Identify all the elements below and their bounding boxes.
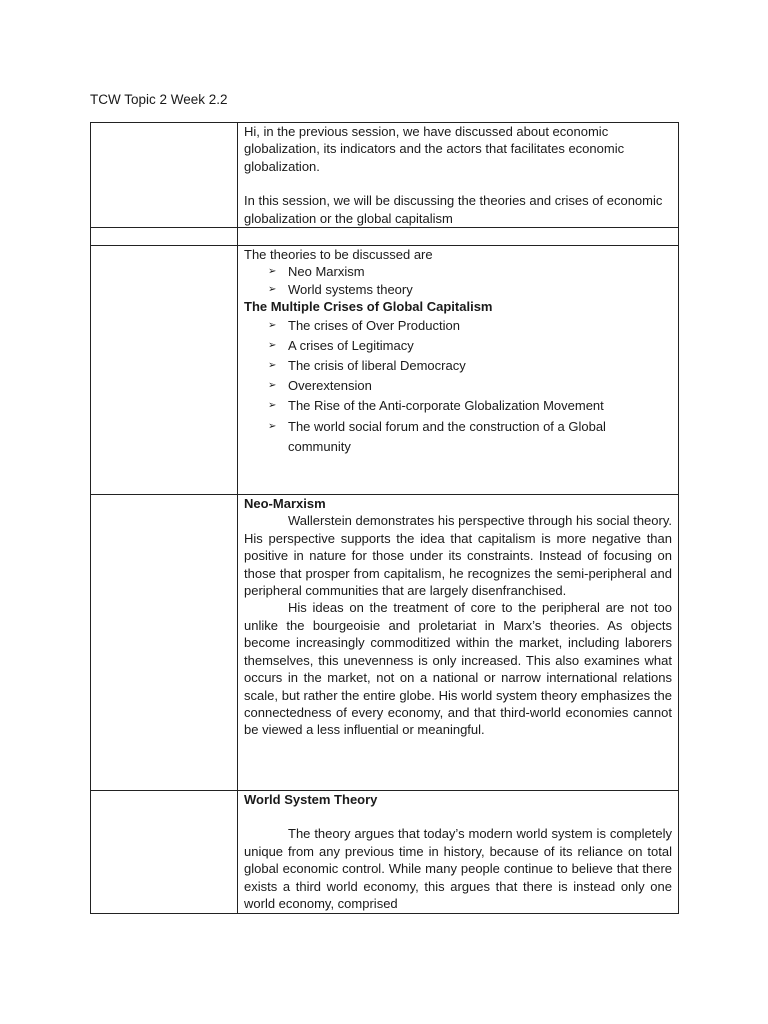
- document-title: TCW Topic 2 Week 2.2: [90, 92, 228, 107]
- list-item: ➢ Overextension: [268, 376, 672, 396]
- world-system-cell: [238, 791, 679, 914]
- list-item: ➢ World systems theory: [268, 281, 413, 297]
- neo-marxism-heading: Neo-Marxism: [244, 496, 326, 512]
- neo-marxism-paragraph-2: His ideas on the treatment of core to the peripheral are not too unlike the bourgeoisie and proletariat in Marx’s theories. As objects become increasingly commoditized within the market, including laborers themselves, this unevenness is only increased. This also examines what occurs in the market, not on a national or narrow international relations scale, but rather the entire globe. His world system theory emphasizes the connectedness of every economy, and that third-world economies cannot be viewed a less influential or meaningful.: [244, 600, 672, 738]
- neo-marxism-paragraph-1: Wallerstein demonstrates his perspective through his social theory. His perspective supports the idea that capitalism is more negative than positive in nature for those under its constraints. Instead of focusing on those that prosper from capitalism, he recognizes the semi-peripheral and peripheral communities that are largely disenfranchised.: [244, 513, 672, 599]
- arrowhead-bullet-icon: ➢: [268, 266, 277, 278]
- table-row: [91, 791, 679, 914]
- table-row: [91, 123, 679, 228]
- left-cell: [91, 246, 238, 495]
- arrowhead-bullet-icon: ➢: [268, 283, 277, 295]
- intro-paragraph-1: Hi, in the previous session, we have discussed about economic globalization, its indicators and the actors that facilitates economic globalization.: [244, 124, 625, 174]
- arrowhead-bullet-icon: ➢: [268, 380, 277, 392]
- list-item: ➢ The world social forum and the construction of a Global community: [268, 418, 606, 454]
- left-cell: [91, 495, 238, 791]
- arrowhead-bullet-icon: ➢: [268, 420, 277, 432]
- world-system-heading: World System Theory: [244, 792, 378, 808]
- arrowhead-bullet-icon: ➢: [268, 319, 277, 331]
- list-item: ➢ Neo Marxism: [268, 264, 365, 280]
- intro-paragraph-2: In this session, we will be discussing the theories and crises of economic globalization or the global capitalism: [244, 193, 663, 226]
- world-system-paragraph-1: The theory argues that today’s modern world system is completely unique from any previous time in history, because of its reliance on total global economic control. While many people continue to believe that there exists a third world economy, this argues that there is instead only one world economy, comprised: [244, 826, 672, 912]
- crises-heading: The Multiple Crises of Global Capitalism: [244, 299, 493, 315]
- arrowhead-bullet-icon: ➢: [268, 339, 277, 351]
- theories-heading: The theories to be discussed are: [244, 247, 433, 263]
- arrowhead-bullet-icon: ➢: [268, 360, 277, 372]
- left-cell: [91, 228, 238, 246]
- table-row: [91, 246, 679, 495]
- table-row: [91, 495, 679, 791]
- list-item: ➢ A crises of Legitimacy: [268, 336, 672, 356]
- list-item: ➢ The crisis of liberal Democracy: [268, 356, 672, 376]
- neo-marxism-cell: [238, 495, 679, 791]
- crises-list: [244, 316, 672, 457]
- left-cell: [91, 123, 238, 228]
- list-item: ➢ The Rise of the Anti-corporate Globalization Movement: [268, 396, 672, 416]
- list-item: ➢ The crises of Over Production: [268, 316, 672, 336]
- table-row: [91, 228, 679, 246]
- empty-cell: [238, 228, 679, 246]
- content-table: [90, 122, 679, 914]
- intro-cell: [238, 123, 679, 228]
- left-cell: [91, 791, 238, 914]
- topics-cell: [238, 246, 679, 495]
- theories-list: [244, 263, 672, 298]
- arrowhead-bullet-icon: ➢: [268, 400, 277, 412]
